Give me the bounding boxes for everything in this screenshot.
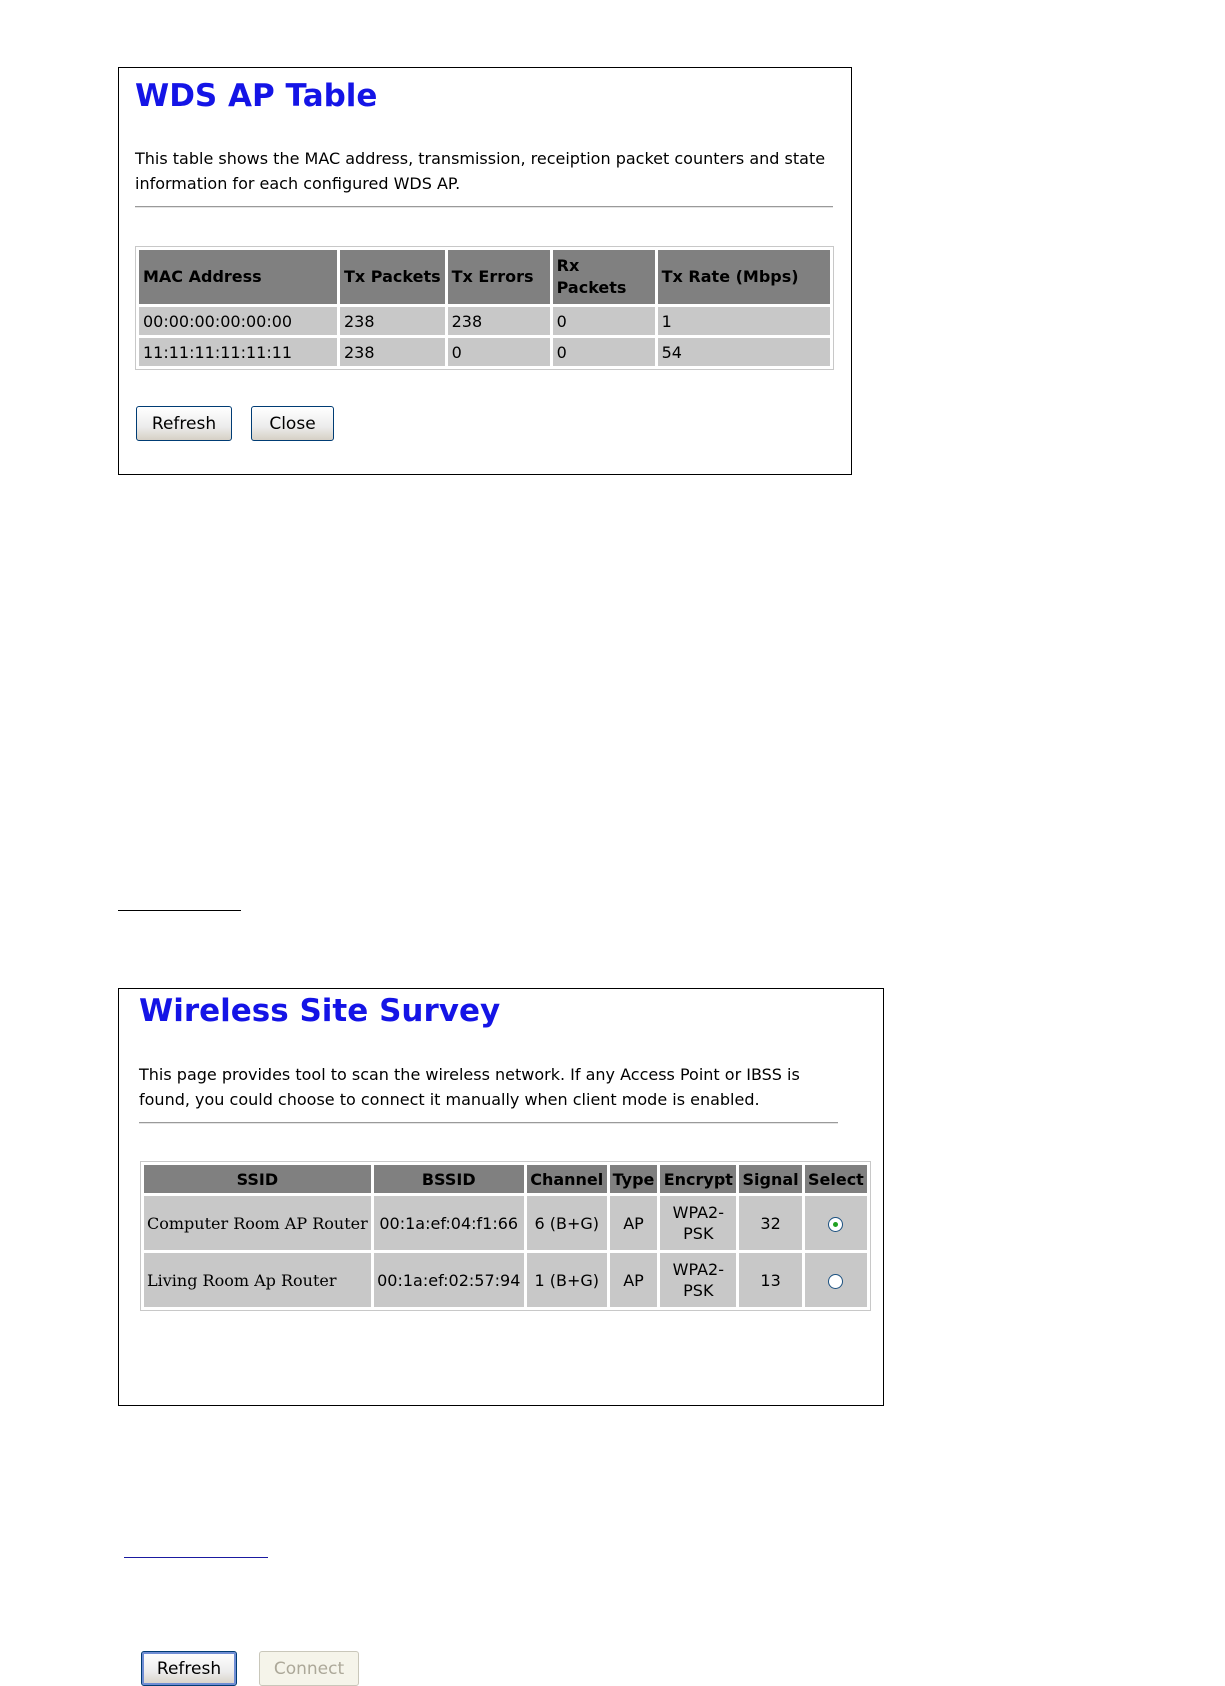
select-radio[interactable] [828, 1274, 843, 1289]
column-header-type: Type [610, 1165, 658, 1193]
cell-tx-rate: 54 [658, 338, 830, 366]
column-header-bssid: BSSID [374, 1165, 524, 1193]
page-title: Wireless Site Survey [139, 993, 501, 1029]
encrypt-line: PSK [683, 1224, 714, 1243]
cell-mac-address: 11:11:11:11:11:11 [139, 338, 337, 366]
cell-type: AP [610, 1253, 658, 1307]
cell-channel: 6 (B+G) [527, 1196, 607, 1250]
column-header-encrypt: Encrypt [660, 1165, 736, 1193]
table-header-row [139, 250, 830, 304]
column-header-mac-address: MAC Address [139, 250, 337, 304]
cell-rx-packets: 0 [553, 338, 655, 366]
connect-button[interactable]: Connect [259, 1651, 359, 1686]
divider [139, 1122, 838, 1124]
cell-mac-address: 00:00:00:00:00:00 [139, 307, 337, 335]
cell-ssid: Computer Room AP Router [144, 1196, 371, 1250]
cell-tx-errors: 0 [448, 338, 550, 366]
table-row [144, 1196, 867, 1250]
description-line: found, you could choose to connect it manually when client mode is enabled. [139, 1090, 760, 1109]
cell-select [805, 1253, 867, 1307]
table-row [139, 338, 830, 366]
wds-ap-table [135, 246, 834, 370]
cell-rx-packets: 0 [553, 307, 655, 335]
cell-tx-errors: 238 [448, 307, 550, 335]
table-row [144, 1253, 867, 1307]
cell-encrypt [660, 1253, 736, 1307]
page-title: WDS AP Table [135, 78, 378, 114]
encrypt-line: WPA2- [672, 1260, 724, 1279]
underline-rule [118, 910, 241, 911]
wds-ap-table-panel [118, 67, 852, 475]
cell-signal: 13 [739, 1253, 801, 1307]
encrypt-line: PSK [683, 1281, 714, 1300]
page-description [139, 1062, 800, 1112]
page-description [135, 146, 825, 196]
table-row [139, 307, 830, 335]
cell-encrypt [660, 1196, 736, 1250]
column-header-rx-packets: Rx Packets [553, 250, 655, 304]
column-header-select: Select [805, 1165, 867, 1193]
cell-type: AP [610, 1196, 658, 1250]
wireless-site-survey-panel [118, 988, 884, 1679]
description-line: information for each configured WDS AP. [135, 174, 461, 193]
column-header-ssid: SSID [144, 1165, 371, 1193]
site-survey-table [140, 1161, 871, 1311]
underline-rule [124, 1557, 268, 1558]
close-button[interactable]: Close [251, 406, 334, 441]
table-header-row [144, 1165, 867, 1193]
select-radio[interactable] [828, 1217, 843, 1232]
description-line: This page provides tool to scan the wireless network. If any Access Point or IBSS is [139, 1065, 800, 1084]
column-header-signal: Signal [739, 1165, 801, 1193]
column-header-tx-rate: Tx Rate (Mbps) [658, 250, 830, 304]
cell-bssid: 00:1a:ef:02:57:94 [374, 1253, 524, 1307]
column-header-channel: Channel [527, 1165, 607, 1193]
column-header-tx-packets: Tx Packets [340, 250, 445, 304]
cell-select [805, 1196, 867, 1250]
column-header-tx-errors: Tx Errors [448, 250, 550, 304]
refresh-button[interactable]: Refresh [141, 1651, 237, 1686]
cell-signal: 32 [739, 1196, 801, 1250]
divider [135, 206, 833, 208]
cell-bssid: 00:1a:ef:04:f1:66 [374, 1196, 524, 1250]
encrypt-line: WPA2- [672, 1203, 724, 1222]
cell-tx-packets: 238 [340, 307, 445, 335]
cell-ssid: Living Room Ap Router [144, 1253, 371, 1307]
description-line: This table shows the MAC address, transmission, receiption packet counters and state [135, 149, 826, 168]
cell-channel: 1 (B+G) [527, 1253, 607, 1307]
cell-tx-packets: 238 [340, 338, 445, 366]
refresh-button[interactable]: Refresh [136, 406, 232, 441]
cell-tx-rate: 1 [658, 307, 830, 335]
